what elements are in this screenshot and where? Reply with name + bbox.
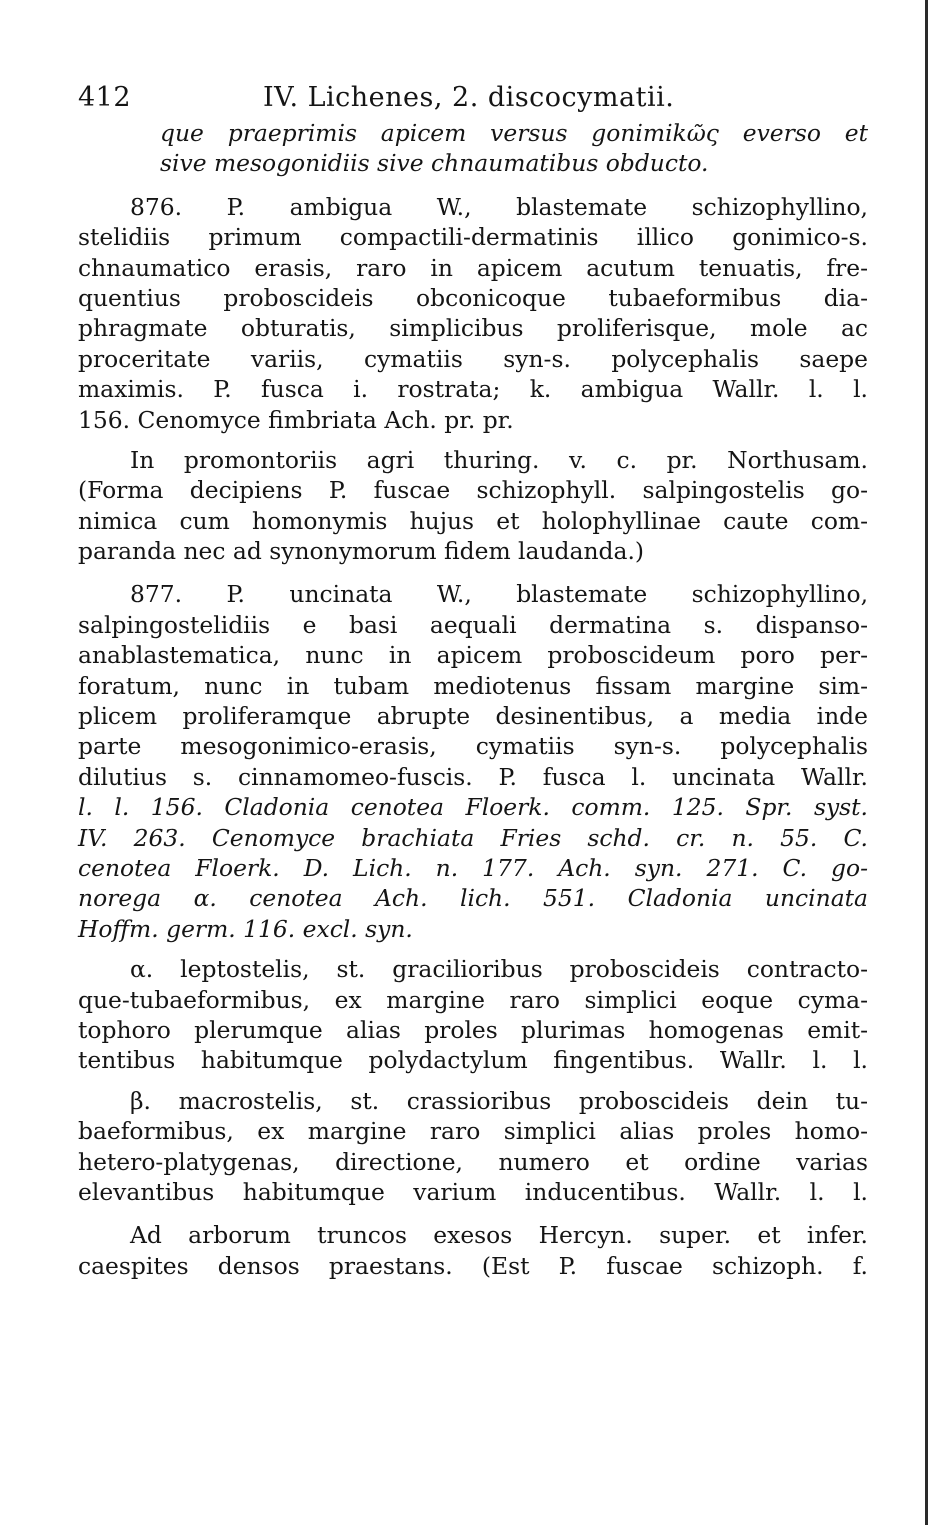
text-line: quentius proboscideis obconicoque tubaeformibus dia- (78, 283, 868, 312)
text-line: baeformibus, ex margine raro simplici alias proles homo- (78, 1117, 868, 1146)
text-line: norega α. cenotea Ach. lich. 551. Cladonia uncinata (78, 884, 868, 913)
text-line: IV. 263. Cenomyce brachiata Fries schd. cr. n. 55. C. (78, 823, 868, 852)
text-line: cenotea Floerk. D. Lich. n. 177. Ach. syn. 271. C. go- (78, 853, 868, 882)
text-line: anablastematica, nunc in apicem proboscideum poro per- (78, 641, 868, 670)
text-line: que praeprimis apicem versus gonimikῶς everso et (160, 119, 868, 147)
book-page (78, 62, 868, 1281)
entry-876-habitat (78, 445, 868, 567)
entry-876 (78, 192, 868, 435)
text-line: caespites densos praestans. (Est P. fuscae schizoph. f. (78, 1251, 868, 1280)
variety-beta (78, 1086, 868, 1208)
text-line: parte mesogonimico-erasis, cymatiis syn-s. polycephalis (78, 732, 868, 761)
text-line: (Forma decipiens P. fuscae schizophyll. salpingostelis go- (78, 476, 868, 505)
text-line: salpingostelidiis e basi aequali dermatina s. dispanso- (78, 610, 868, 639)
text-line: sive mesogonidiis sive chnaumatibus obducto. (160, 149, 709, 178)
text-line: Hoffm. germ. 116. excl. syn. (78, 914, 413, 943)
text-line: proceritate variis, cymatiis syn-s. polycephalis saepe (78, 344, 868, 373)
entry-877 (78, 579, 868, 944)
text-line: que-tubaeformibus, ex margine raro simplici eoque cyma- (78, 985, 868, 1014)
entry-heading-877: 877. P. uncinata W., blastemate schizophyllino, (130, 580, 868, 609)
running-header (78, 62, 868, 118)
text-line: stelidiis primum compactili-dermatinis illico gonimico-s. (78, 223, 868, 252)
text-line: phragmate obturatis, simplicibus proliferisque, mole ac (78, 314, 868, 343)
text-line: 156. Cenomyce fimbriata Ach. pr. pr. (78, 405, 514, 434)
text-line: tophoro plerumque alias proles plurimas homogenas emit- (78, 1015, 868, 1044)
text-line: maximis. P. fusca i. rostrata; k. ambigua Wallr. l. l. (78, 375, 868, 404)
text-line: In promontoriis agri thuring. v. c. pr. Northusam. (130, 445, 868, 474)
entry-heading-876: 876. P. ambigua W., blastemate schizophyllino, (130, 192, 868, 221)
text-line: α. leptostelis, st. gracilioribus proboscideis contracto- (130, 955, 868, 984)
text-line: Ad arborum truncos exesos Hercyn. super. et infer. (130, 1221, 868, 1250)
text-line: paranda nec ad synonymorum fidem laudanda.) (78, 537, 645, 566)
text-line: β. macrostelis, st. crassioribus proboscideis dein tu- (130, 1086, 868, 1115)
text-line: foratum, nunc in tubam mediotenus fissam margine sim- (78, 671, 868, 700)
text-line: chnaumatico erasis, raro in apicem acutum tenuatis, fre- (78, 253, 868, 282)
text-line: l. l. 156. Cladonia cenotea Floerk. comm. 125. Spr. syst. (78, 793, 868, 822)
text-line: elevantibus habitumque varium inducentibus. Wallr. l. l. (78, 1177, 868, 1206)
habitat-paragraph (78, 1220, 868, 1281)
page-edge-line (925, 0, 928, 1525)
page-number: 412 (78, 82, 132, 113)
running-title: IV. Lichenes, 2. discocymatii. (263, 82, 675, 113)
text-line: tentibus habitumque polydactylum fingentibus. Wallr. l. l. (78, 1046, 868, 1075)
text-line: plicem proliferamque abrupte desinentibus, a media inde (78, 702, 868, 731)
variety-alpha (78, 954, 868, 1076)
text-line: nimica cum homonymis hujus et holophyllinae caute com- (78, 506, 868, 535)
text-line: dilutius s. cinnamomeo-fuscis. P. fusca l. uncinata Wallr. (78, 762, 868, 791)
intro-paragraph (78, 118, 868, 179)
text-line: hetero-platygenas, directione, numero et ordine varias (78, 1147, 868, 1176)
